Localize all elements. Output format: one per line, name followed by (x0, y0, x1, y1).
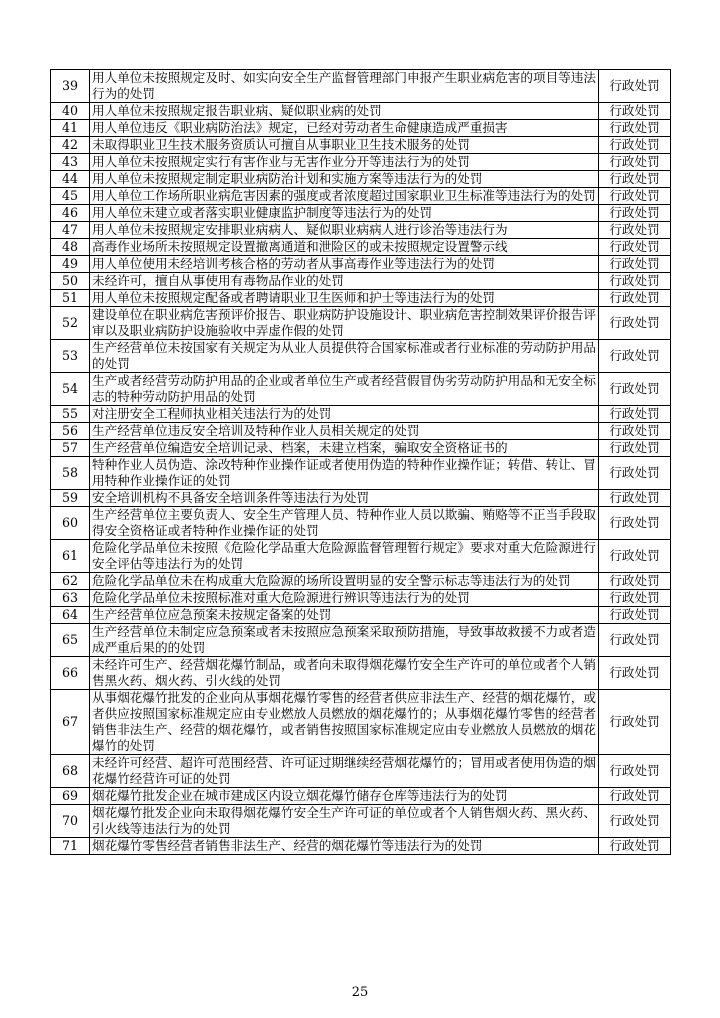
row-number: 70 (51, 805, 90, 838)
row-number: 71 (51, 838, 90, 855)
row-number: 45 (51, 188, 90, 205)
penalty-item-description: 烟花爆竹批发企业向未取得烟花爆竹安全生产许可证的单位或者个人销售烟火药、黑火药、引火线等违法行为的处罚 (90, 805, 599, 838)
penalty-type: 行政处罚 (599, 120, 671, 137)
table-row (51, 507, 671, 540)
table-row (51, 755, 671, 788)
penalty-item-description: 用人单位未按照规定制定职业病防治计划和实施方案等违法行为的处罚 (90, 171, 599, 188)
table-row (51, 838, 671, 855)
table-row (51, 457, 671, 490)
table-row (51, 307, 671, 340)
penalty-type: 行政处罚 (599, 171, 671, 188)
penalty-type: 行政处罚 (599, 423, 671, 440)
penalty-type: 行政处罚 (599, 205, 671, 222)
row-number: 44 (51, 171, 90, 188)
penalty-type: 行政处罚 (599, 222, 671, 239)
penalty-type: 行政处罚 (599, 154, 671, 171)
row-number: 46 (51, 205, 90, 222)
penalty-type: 行政处罚 (599, 624, 671, 657)
penalty-item-description: 烟花爆竹批发企业在城市建成区内设立烟花爆竹储存仓库等违法行为的处罚 (90, 788, 599, 805)
row-number: 69 (51, 788, 90, 805)
penalty-item-description: 高毒作业场所未按照规定设置撤离通道和泄险区的或未按照规定设置警示线 (90, 239, 599, 256)
table-row (51, 440, 671, 457)
penalty-type: 行政处罚 (599, 838, 671, 855)
table-row (51, 657, 671, 690)
row-number: 55 (51, 406, 90, 423)
page-number: 25 (351, 985, 369, 1000)
penalty-type: 行政处罚 (599, 457, 671, 490)
table-row (51, 256, 671, 273)
table-row (51, 188, 671, 205)
row-number: 49 (51, 256, 90, 273)
table-row (51, 103, 671, 120)
row-number: 51 (51, 290, 90, 307)
penalty-type: 行政处罚 (599, 137, 671, 154)
penalty-type: 行政处罚 (599, 103, 671, 120)
table-row (51, 120, 671, 137)
table-row (51, 171, 671, 188)
row-number: 64 (51, 607, 90, 624)
penalty-item-description: 用人单位未按照规定安排职业病病人、疑似职业病病人进行诊治等违法行为 (90, 222, 599, 239)
table-row (51, 373, 671, 406)
row-number: 39 (51, 70, 90, 103)
penalty-type: 行政处罚 (599, 805, 671, 838)
penalty-item-description: 生产经营单位编造安全培训记录、档案，未建立档案，骗取安全资格证书的 (90, 440, 599, 457)
row-number: 40 (51, 103, 90, 120)
penalty-table (50, 69, 671, 855)
penalty-type: 行政处罚 (599, 607, 671, 624)
row-number: 66 (51, 657, 90, 690)
row-number: 47 (51, 222, 90, 239)
penalty-item-description: 生产经营单位未制定应急预案或者未按照应急预案采取预防措施，导致事故救援不力或者造成严重后果的的处罚 (90, 624, 599, 657)
row-number: 50 (51, 273, 90, 290)
penalty-item-description: 用人单位违反《职业病防治法》规定，已经对劳动者生命健康造成严重损害 (90, 120, 599, 137)
row-number: 58 (51, 457, 90, 490)
table-row (51, 540, 671, 573)
penalty-type: 行政处罚 (599, 188, 671, 205)
row-number: 43 (51, 154, 90, 171)
table-row (51, 70, 671, 103)
penalty-type: 行政处罚 (599, 290, 671, 307)
penalty-item-description: 未经许可，擅自从事使用有毒物品作业的处罚 (90, 273, 599, 290)
penalty-type: 行政处罚 (599, 788, 671, 805)
row-number: 59 (51, 490, 90, 507)
row-number: 54 (51, 373, 90, 406)
penalty-type: 行政处罚 (599, 307, 671, 340)
table-row (51, 805, 671, 838)
penalty-item-description: 生产经营单位未按国家有关规定为从业人员提供符合国家标准或者行业标准的劳动防护用品的处罚 (90, 340, 599, 373)
penalty-type: 行政处罚 (599, 440, 671, 457)
penalty-item-description: 用人单位未按照规定及时、如实向安全生产监督管理部门申报产生职业病危害的项目等违法行为的处罚 (90, 70, 599, 103)
penalty-item-description: 从事烟花爆竹批发的企业向从事烟花爆竹零售的经营者供应非法生产、经营的烟花爆竹，或者供应按照国家标准规定应由专业燃放人员燃放的烟花爆竹的；从事烟花爆竹零售的经营者销售非法生产、经营的烟花爆竹，或者销售按照国家标准规定应由专业燃放人员燃放的烟花爆竹的处罚 (90, 690, 599, 755)
table-row (51, 290, 671, 307)
table-row (51, 690, 671, 755)
penalty-item-description: 未经许可经营、超许可范围经营、许可证过期继续经营烟花爆竹的；冒用或者使用伪造的烟花爆竹经营许可证的处罚 (90, 755, 599, 788)
row-number: 57 (51, 440, 90, 457)
penalty-type: 行政处罚 (599, 70, 671, 103)
penalty-type: 行政处罚 (599, 490, 671, 507)
table-row (51, 788, 671, 805)
penalty-type: 行政处罚 (599, 573, 671, 590)
table-row (51, 239, 671, 256)
penalty-type: 行政处罚 (599, 373, 671, 406)
penalty-type: 行政处罚 (599, 540, 671, 573)
table-row (51, 607, 671, 624)
penalty-type: 行政处罚 (599, 590, 671, 607)
penalty-item-description: 烟花爆竹零售经营者销售非法生产、经营的烟花爆竹等违法行为的处罚 (90, 838, 599, 855)
row-number: 48 (51, 239, 90, 256)
table-row (51, 222, 671, 239)
table-row (51, 273, 671, 290)
row-number: 53 (51, 340, 90, 373)
penalty-item-description: 用人单位未按照规定报告职业病、疑似职业病的处罚 (90, 103, 599, 120)
penalty-item-description: 生产或者经营劳动防护用品的企业或者单位生产或者经营假冒伪劣劳动防护用品和无安全标志的特种劳动防护用品的处罚 (90, 373, 599, 406)
penalty-item-description: 用人单位未建立或者落实职业健康监护制度等违法行为的处罚 (90, 205, 599, 222)
penalty-item-description: 未经许可生产、经营烟花爆竹制品，或者向未取得烟花爆竹安全生产许可的单位或者个人销售黑火药、烟火药、引火线的处罚 (90, 657, 599, 690)
penalty-item-description: 特种作业人员伪造、涂改特种作业操作证或者使用伪造的特种作业操作证；转借、转让、冒用特种作业操作证的处罚 (90, 457, 599, 490)
row-number: 56 (51, 423, 90, 440)
table-row (51, 154, 671, 171)
penalty-item-description: 对注册安全工程师执业相关违法行为的处罚 (90, 406, 599, 423)
row-number: 65 (51, 624, 90, 657)
penalty-item-description: 危险化学品单位未按照标准对重大危险源进行辨识等违法行为的处罚 (90, 590, 599, 607)
row-number: 67 (51, 690, 90, 755)
table-row (51, 490, 671, 507)
penalty-item-description: 生产经营单位违反安全培训及特种作业人员相关规定的处罚 (90, 423, 599, 440)
row-number: 60 (51, 507, 90, 540)
row-number: 41 (51, 120, 90, 137)
row-number: 68 (51, 755, 90, 788)
penalty-item-description: 生产经营单位主要负责人、安全生产管理人员、特种作业人员以欺骗、贿赂等不正当手段取得安全资格证或者特种作业操作证的处罚 (90, 507, 599, 540)
penalty-type: 行政处罚 (599, 657, 671, 690)
penalty-type: 行政处罚 (599, 340, 671, 373)
table-body (51, 70, 671, 855)
row-number: 63 (51, 590, 90, 607)
penalty-type: 行政处罚 (599, 507, 671, 540)
penalty-type: 行政处罚 (599, 690, 671, 755)
row-number: 42 (51, 137, 90, 154)
table-row (51, 573, 671, 590)
row-number: 52 (51, 307, 90, 340)
penalty-item-description: 安全培训机构不具备安全培训条件等违法行为处罚 (90, 490, 599, 507)
penalty-type: 行政处罚 (599, 406, 671, 423)
penalty-type: 行政处罚 (599, 755, 671, 788)
penalty-item-description: 用人单位使用未经培训考核合格的劳动者从事高毒作业等违法行为的处罚 (90, 256, 599, 273)
table-row (51, 423, 671, 440)
penalty-item-description: 用人单位工作场所职业病危害因素的强度或者浓度超过国家职业卫生标准等违法行为的处罚 (90, 188, 599, 205)
penalty-item-description: 生产经营单位应急预案未按规定备案的处罚 (90, 607, 599, 624)
penalty-type: 行政处罚 (599, 256, 671, 273)
penalty-item-description: 危险化学品单位未按照《危险化学品重大危险源监督管理暂行规定》要求对重大危险源进行安全评估等违法行为的处罚 (90, 540, 599, 573)
penalty-item-description: 建设单位在职业病危害预评价报告、职业病防护设施设计、职业病危害控制效果评价报告评审以及职业病防护设施验收中弄虚作假的处罚 (90, 307, 599, 340)
table-row (51, 137, 671, 154)
penalty-item-description: 用人单位未按照规定配备或者聘请职业卫生医师和护士等违法行为的处罚 (90, 290, 599, 307)
table-row (51, 624, 671, 657)
row-number: 61 (51, 540, 90, 573)
penalty-item-description: 危险化学品单位未在构成重大危险源的场所设置明显的安全警示标志等违法行为的处罚 (90, 573, 599, 590)
penalty-item-description: 未取得职业卫生技术服务资质认可擅自从事职业卫生技术服务的处罚 (90, 137, 599, 154)
table-row (51, 340, 671, 373)
penalty-item-description: 用人单位未按照规定实行有害作业与无害作业分开等违法行为的处罚 (90, 154, 599, 171)
row-number: 62 (51, 573, 90, 590)
table-row (51, 406, 671, 423)
table-row (51, 205, 671, 222)
penalty-type: 行政处罚 (599, 239, 671, 256)
table-row (51, 590, 671, 607)
penalty-type: 行政处罚 (599, 273, 671, 290)
